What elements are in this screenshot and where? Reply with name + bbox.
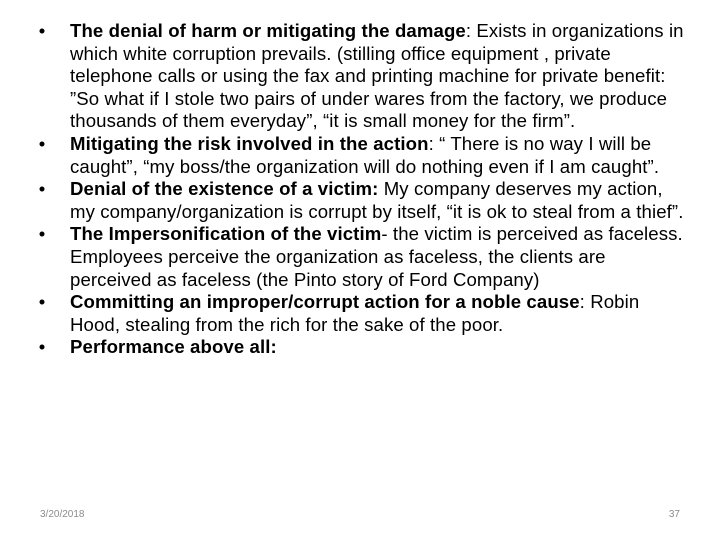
- bullet-list: [34, 20, 686, 359]
- bullet-text: My company deserves my action, my company/organization is corrupt by itself, “it is ok to steal from a thief”.: [70, 178, 684, 222]
- bullet-text: : Exists in organizations in which white corruption prevails. (stilling office equipment , private telephone calls or using the fax and printing machine for private benefit: ”So what if I stole two pairs of under wares from the factory, we produce thousands of them everyday”, “it is small money for the firm”.: [70, 20, 684, 132]
- bullet-heading: Denial of the existence of a victim:: [70, 178, 379, 200]
- bullet-item: [34, 178, 686, 223]
- bullet-icon: •: [38, 291, 46, 313]
- bullet-text: : Robin Hood, stealing from the rich for the sake of the poor.: [70, 291, 640, 335]
- bullet-heading: The Impersonification of the victim: [70, 223, 382, 245]
- bullet-item: [34, 20, 686, 133]
- bullet-item: [34, 133, 686, 178]
- bullet-icon: •: [38, 20, 46, 41]
- bullet-item: [34, 223, 686, 291]
- bullet-icon: •: [38, 132, 46, 154]
- bullet-text: - the victim is perceived as faceless. Employees perceive the organization as faceless, the clients are perceived as faceless (the Pinto story of Ford Company): [70, 223, 683, 290]
- bullet-icon: •: [38, 336, 46, 358]
- bullet-heading: Committing an improper/corrupt action for a noble cause: [70, 291, 580, 313]
- bullet-icon: •: [38, 223, 46, 245]
- bullet-heading: The denial of harm or mitigating the damage: [70, 20, 466, 41]
- page-number: 37: [668, 509, 680, 520]
- footer-date: 3/20/2018: [40, 509, 85, 520]
- bullet-heading: Performance above all:: [70, 336, 277, 358]
- bullet-icon: •: [38, 178, 46, 200]
- bullet-text: : “ There is no way I will be caught”, “my boss/the organization will do nothing even if I am caught”.: [70, 132, 660, 177]
- bullet-item: [34, 336, 686, 359]
- bullet-item: [34, 291, 686, 336]
- bullet-heading: Mitigating the risk involved in the action: [70, 132, 429, 154]
